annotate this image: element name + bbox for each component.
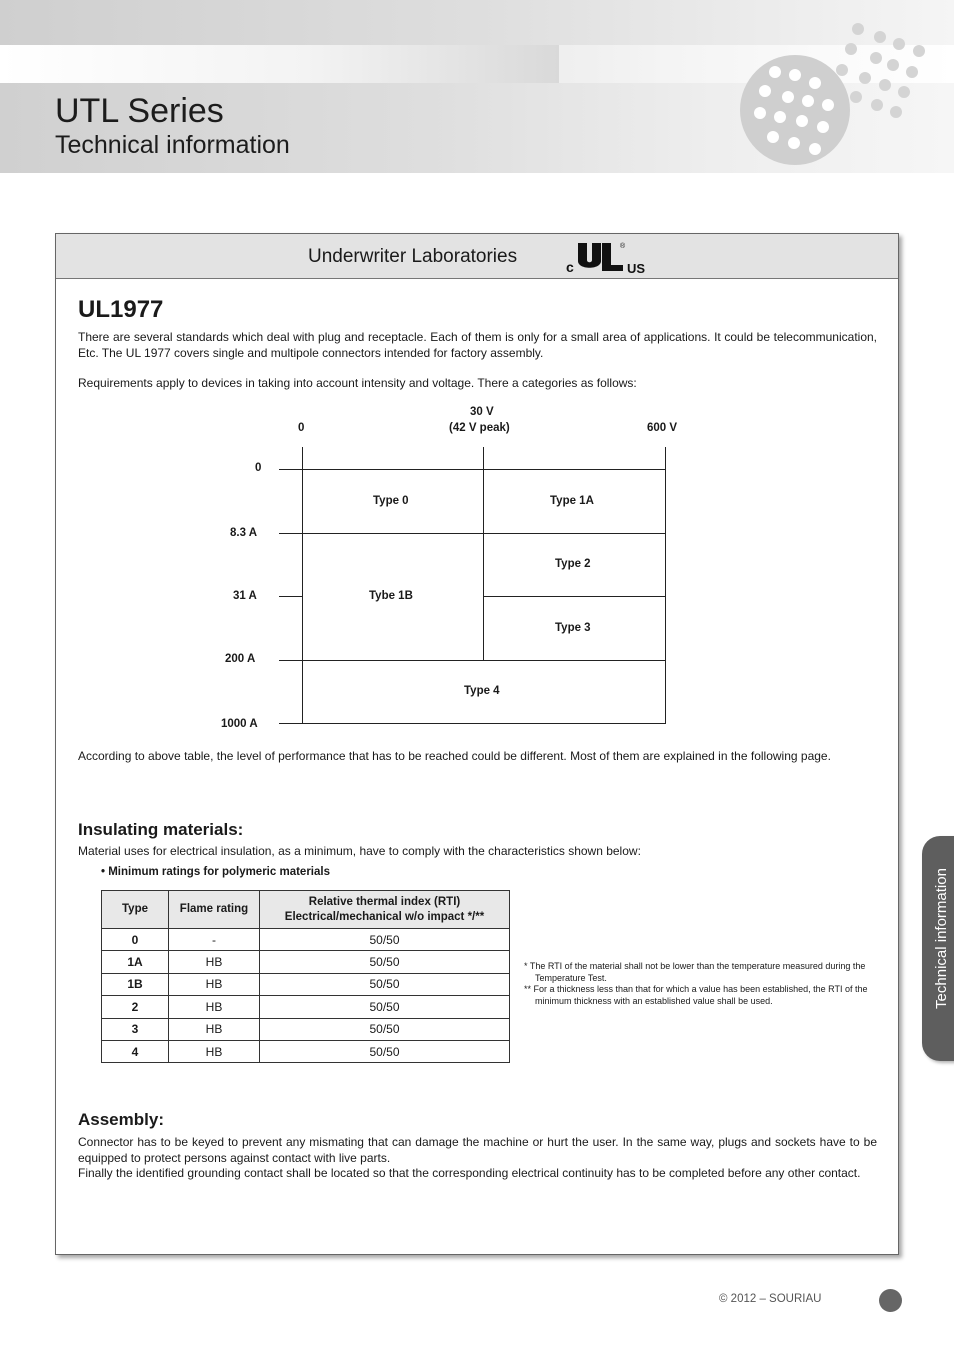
svg-text:US: US <box>627 261 646 275</box>
cell-rti: 50/50 <box>260 1040 510 1062</box>
diagram-line-h8 <box>279 533 666 534</box>
side-tab-technical-information[interactable] <box>922 836 954 1061</box>
insulating-materials-text: Material uses for electrical insulation, as a minimum, have to comply with the characteristics shown below: <box>78 844 641 858</box>
cell-flame-rating: - <box>169 929 260 951</box>
min-ratings-bullet: • Minimum ratings for polymeric materials <box>101 866 330 878</box>
svg-text:®: ® <box>620 243 626 250</box>
table-row <box>102 973 510 995</box>
diagram-line-h200 <box>279 660 666 661</box>
table-row <box>102 1018 510 1040</box>
table-row <box>102 1040 510 1062</box>
cell-flame-rating: HB <box>169 973 260 995</box>
diagram-line-h0 <box>279 469 666 470</box>
rti-table-header-row <box>102 891 510 929</box>
current-label-1000a: 1000 A <box>221 718 258 730</box>
after-table-text: According to above table, the level of performance that has to be reached could be different. Most of them are explained in the following page. <box>78 749 831 763</box>
cell-type-3: Type 3 <box>555 622 591 634</box>
rti-table <box>101 890 510 1063</box>
side-tab-label: Technical information <box>933 868 950 1009</box>
table-row <box>102 951 510 973</box>
current-label-200a: 200 A <box>225 653 256 665</box>
page-title: UTL Series <box>55 92 224 130</box>
voltage-label-42v-peak: (42 V peak) <box>449 422 510 434</box>
diagram-line-h31 <box>483 596 666 597</box>
cul-us-listed-mark-icon <box>564 239 654 275</box>
cell-type: 1B <box>102 973 169 995</box>
diagram-line-h31-tick <box>279 596 303 597</box>
cell-rti: 50/50 <box>260 929 510 951</box>
cell-type-4: Type 4 <box>464 685 500 697</box>
table-row <box>102 929 510 951</box>
col-header-type: Type <box>102 891 169 929</box>
page-subtitle: Technical information <box>55 131 290 159</box>
box-header <box>56 234 898 279</box>
page-marker-dot <box>879 1289 902 1312</box>
cell-type-1b: Tybe 1B <box>369 590 413 602</box>
footnote-1: * The RTI of the material shall not be lower than the temperature measured during the Temperature Test. <box>524 961 866 983</box>
col-header-flame-rating: Flame rating <box>169 891 260 929</box>
diagram-line-v600 <box>665 447 666 724</box>
diagram-line-h1000 <box>279 723 666 724</box>
cell-rti: 50/50 <box>260 973 510 995</box>
cell-type-2: Type 2 <box>555 558 591 570</box>
insulating-materials-heading: Insulating materials: <box>78 820 244 839</box>
svg-text:c: c <box>566 259 574 275</box>
cell-rti: 50/50 <box>260 1018 510 1040</box>
cell-flame-rating: HB <box>169 1040 260 1062</box>
footnote-2: ** For a thickness less than that for which a value has been established, the RTI of the minimum thickness with an established value shall be used. <box>524 984 868 1006</box>
header-band-white <box>0 45 559 83</box>
col-header-rti-line2: Electrical/mechanical w/o impact */** <box>284 910 485 923</box>
cell-type-1a: Type 1A <box>550 495 594 507</box>
content-box <box>55 233 899 1255</box>
cell-rti: 50/50 <box>260 951 510 973</box>
cell-flame-rating: HB <box>169 951 260 973</box>
diagram-line-v0 <box>302 447 303 724</box>
current-label-31a: 31 A <box>233 590 257 602</box>
assembly-text-1: Connector has to be keyed to prevent any mismating that can damage the machine or hurt the user. In the same way, plugs and sockets have to be equipped to protect persons against contact with live parts. <box>78 1135 877 1165</box>
cell-rti: 50/50 <box>260 996 510 1018</box>
cell-flame-rating: HB <box>169 996 260 1018</box>
table-row <box>102 996 510 1018</box>
section-title-ul1977: UL1977 <box>78 296 164 323</box>
voltage-label-30v: 30 V <box>470 406 494 418</box>
diagram-line-v30 <box>483 447 484 661</box>
rti-footnotes <box>524 961 884 1007</box>
assembly-text-2: Finally the identified grounding contact shall be located so that the corresponding electrical continuity has to be completed before any other contact. <box>78 1166 861 1180</box>
connector-face-icon <box>730 15 930 170</box>
cell-type: 1A <box>102 951 169 973</box>
cell-type: 3 <box>102 1018 169 1040</box>
cell-flame-rating: HB <box>169 1018 260 1040</box>
cell-type-0: Type 0 <box>373 495 409 507</box>
footer-copyright: © 2012 – SOURIAU <box>719 1293 822 1305</box>
current-label-8-3a: 8.3 A <box>230 527 258 539</box>
cell-type: 0 <box>102 929 169 951</box>
page-header <box>0 0 954 173</box>
voltage-label-600v: 600 V <box>647 422 678 434</box>
box-header-title: Underwriter Laboratories <box>308 246 518 267</box>
cell-type: 4 <box>102 1040 169 1062</box>
assembly-heading: Assembly: <box>78 1110 164 1129</box>
current-label-0: 0 <box>255 462 262 474</box>
ul1977-intro: There are several standards which deal with plug and receptacle. Each of them is only for a small area of applications. It could be telecommunication, Etc. The UL 1977 covers single and multipole connectors intended for factory assembly. <box>78 330 877 360</box>
ul1977-requirements: Requirements apply to devices in taking into account intensity and voltage. There a categories as follows: <box>78 376 637 390</box>
col-header-rti-line1: Relative thermal index (RTI) <box>308 895 461 908</box>
cell-type: 2 <box>102 996 169 1018</box>
voltage-label-0: 0 <box>298 422 305 434</box>
col-header-rti <box>260 891 510 929</box>
